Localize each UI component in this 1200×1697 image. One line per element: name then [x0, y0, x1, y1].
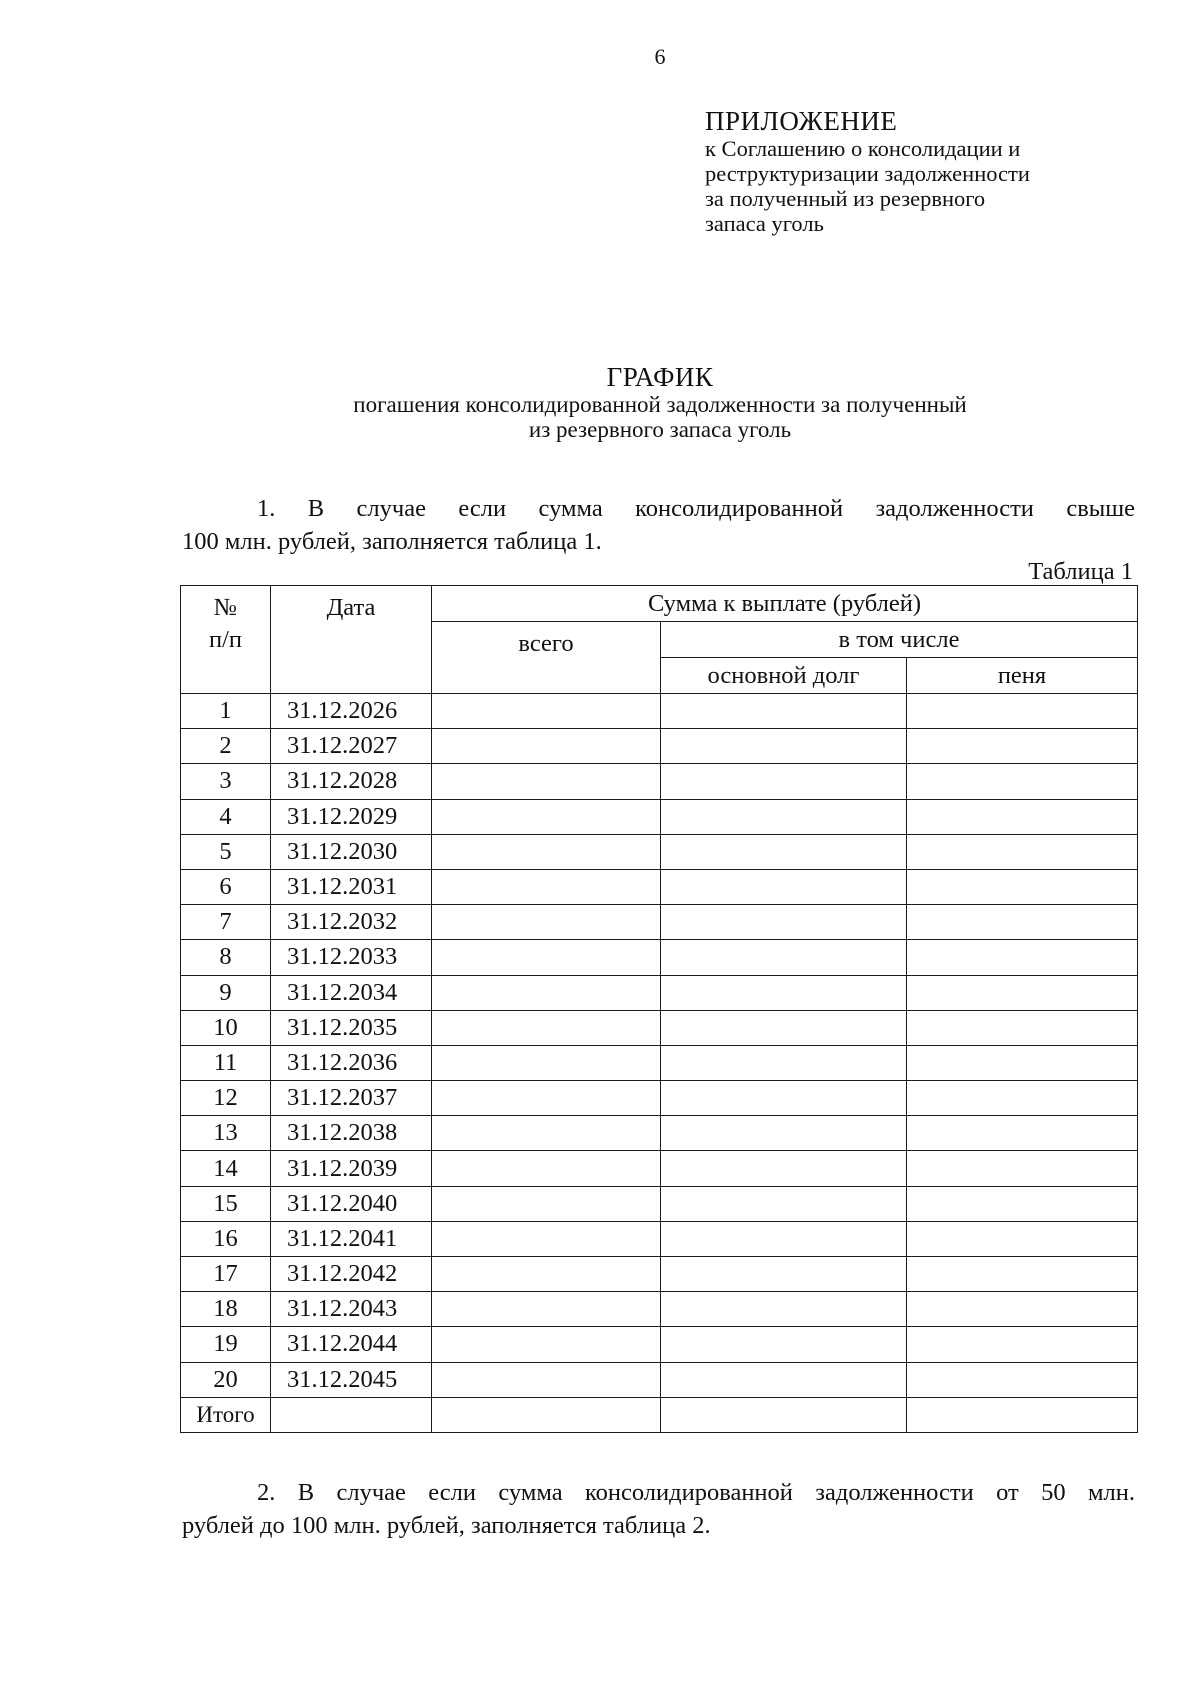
table-cell-penalty: [907, 799, 1138, 834]
table-cell-penalty: [907, 834, 1138, 869]
table-row: [181, 729, 1138, 764]
paragraph-1: [182, 492, 1135, 558]
table-cell-date: 31.12.2045: [271, 1362, 432, 1397]
table-cell-total: [432, 975, 661, 1010]
table-cell-total: [432, 799, 661, 834]
table-row: [181, 905, 1138, 940]
table-cell-number: 10: [181, 1010, 271, 1045]
table-total-row: [181, 1397, 1138, 1432]
table-cell-date: 31.12.2036: [271, 1045, 432, 1080]
table-cell-principal: [661, 975, 907, 1010]
table-cell-penalty: [907, 975, 1138, 1010]
table-cell-principal: [661, 1362, 907, 1397]
table-cell-principal: [661, 764, 907, 799]
table-cell-penalty: [907, 869, 1138, 904]
table-cell-number: 3: [181, 764, 271, 799]
header-principal: основной долг: [661, 658, 907, 694]
table-cell-date: 31.12.2035: [271, 1010, 432, 1045]
table-cell-penalty: [907, 694, 1138, 729]
table-cell-total: [432, 764, 661, 799]
table-cell-penalty: [907, 1045, 1138, 1080]
table-cell-total: [432, 940, 661, 975]
table-row: [181, 1327, 1138, 1362]
table-cell-total: [432, 1327, 661, 1362]
table-cell-date: 31.12.2030: [271, 834, 432, 869]
table-row: [181, 1116, 1138, 1151]
table-cell-number: 2: [181, 729, 271, 764]
table-row: [181, 869, 1138, 904]
table-cell-principal: [661, 729, 907, 764]
table-cell-principal: [661, 1221, 907, 1256]
table-cell-total: [432, 1010, 661, 1045]
table-cell-principal: [661, 869, 907, 904]
table-row: [181, 1151, 1138, 1186]
appendix-line: к Соглашению о консолидации и: [705, 136, 1021, 161]
table-cell-number: 11: [181, 1045, 271, 1080]
table-cell-total: [432, 1116, 661, 1151]
table-cell-penalty: [907, 1292, 1138, 1327]
table-row: [181, 694, 1138, 729]
paragraph-1-line-1: 1. В случае если сумма консолидированной задолженности свыше: [257, 495, 1135, 522]
table-row: [181, 1362, 1138, 1397]
table-cell-number: 12: [181, 1081, 271, 1116]
table-cell-number: 7: [181, 905, 271, 940]
header-number-label: п/п: [208, 626, 243, 653]
table-cell-principal: [661, 1116, 907, 1151]
table-cell-principal: [661, 1257, 907, 1292]
table-cell-penalty: [907, 729, 1138, 764]
table-row: [181, 1045, 1138, 1080]
table-cell-total: [432, 1362, 661, 1397]
table-cell-date: 31.12.2028: [271, 764, 432, 799]
table-row: [181, 1081, 1138, 1116]
table-cell-number: 16: [181, 1221, 271, 1256]
schedule-subtitle-line: из резервного запаса уголь: [528, 417, 792, 442]
table-cell-penalty: [907, 1221, 1138, 1256]
table-cell-number: 20: [181, 1362, 271, 1397]
appendix-block: [705, 106, 1165, 236]
paragraph-2-line-2: рублей до 100 млн. рублей, заполняется таблица 2.: [182, 1512, 711, 1539]
table-cell-penalty: [907, 1257, 1138, 1292]
header-amount: Сумма к выплате (рублей): [432, 586, 1138, 622]
table-cell-date: 31.12.2027: [271, 729, 432, 764]
table-cell-penalty: [907, 764, 1138, 799]
header-number-symbol: №: [213, 594, 238, 621]
table-cell-penalty: [907, 1010, 1138, 1045]
table-cell-number: 17: [181, 1257, 271, 1292]
header-date: Дата: [271, 586, 432, 694]
table-cell-total: [432, 1081, 661, 1116]
table-cell-penalty: [907, 1116, 1138, 1151]
paragraph-1-line-2: 100 млн. рублей, заполняется таблица 1.: [182, 528, 602, 555]
table-cell-date: 31.12.2044: [271, 1327, 432, 1362]
table-cell-penalty: [907, 905, 1138, 940]
table-cell-date: 31.12.2039: [271, 1151, 432, 1186]
table-cell-principal: [661, 694, 907, 729]
table-cell-date: 31.12.2029: [271, 799, 432, 834]
header-number: [181, 586, 271, 694]
header-total: всего: [432, 622, 661, 694]
table-cell-total: [432, 1221, 661, 1256]
total-label: Итого: [181, 1397, 271, 1432]
table-cell-principal: [661, 1045, 907, 1080]
table-cell-total: [432, 1292, 661, 1327]
table-cell-date: [271, 1397, 432, 1432]
table-cell-penalty: [907, 1186, 1138, 1221]
table-cell-date: 31.12.2026: [271, 694, 432, 729]
table-cell-total: [432, 729, 661, 764]
table-body: [181, 694, 1138, 1398]
appendix-title: ПРИЛОЖЕНИЕ: [705, 106, 898, 136]
table-cell-number: 9: [181, 975, 271, 1010]
payment-schedule-table: [180, 585, 1138, 1433]
table-cell-penalty: [907, 1397, 1138, 1432]
table-cell-date: 31.12.2037: [271, 1081, 432, 1116]
table-cell-penalty: [907, 1081, 1138, 1116]
page-number: 6: [654, 44, 666, 69]
header-including: в том числе: [661, 622, 1138, 658]
table-cell-total: [432, 1151, 661, 1186]
header-penalty: пеня: [907, 658, 1138, 694]
table-row: [181, 799, 1138, 834]
table-cell-total: [432, 869, 661, 904]
table-row: [181, 1257, 1138, 1292]
table-row: [181, 764, 1138, 799]
table-cell-number: 14: [181, 1151, 271, 1186]
table-cell-penalty: [907, 1327, 1138, 1362]
paragraph-2-line-1: 2. В случае если сумма консолидированной задолженности от 50 млн.: [257, 1479, 1135, 1506]
table-cell-date: 31.12.2042: [271, 1257, 432, 1292]
table-cell-principal: [661, 1151, 907, 1186]
table-row: [181, 1292, 1138, 1327]
table-cell-number: 19: [181, 1327, 271, 1362]
table-caption: Таблица 1: [1028, 558, 1133, 585]
table-cell-number: 5: [181, 834, 271, 869]
schedule-subtitle-line: погашения консолидированной задолженности за полученный: [353, 392, 967, 417]
table-cell-penalty: [907, 1362, 1138, 1397]
table-cell-date: 31.12.2034: [271, 975, 432, 1010]
table-cell-total: [432, 1397, 661, 1432]
table-row: [181, 1010, 1138, 1045]
table-cell-principal: [661, 1397, 907, 1432]
table-cell-principal: [661, 799, 907, 834]
table-cell-date: 31.12.2040: [271, 1186, 432, 1221]
table-cell-principal: [661, 1292, 907, 1327]
table-cell-date: 31.12.2033: [271, 940, 432, 975]
appendix-line: за полученный из резервного: [705, 186, 986, 211]
table-cell-total: [432, 694, 661, 729]
table-header-row: [181, 586, 1138, 622]
table-cell-number: 6: [181, 869, 271, 904]
table-cell-number: 18: [181, 1292, 271, 1327]
table-cell-principal: [661, 1081, 907, 1116]
table-cell-principal: [661, 905, 907, 940]
table-cell-date: 31.12.2043: [271, 1292, 432, 1327]
table-cell-principal: [661, 1010, 907, 1045]
table-cell-total: [432, 1186, 661, 1221]
table-cell-date: 31.12.2038: [271, 1116, 432, 1151]
appendix-line: реструктуризации задолженности: [705, 161, 1030, 186]
table-cell-number: 4: [181, 799, 271, 834]
table-cell-principal: [661, 940, 907, 975]
table-cell-date: 31.12.2031: [271, 869, 432, 904]
table-cell-total: [432, 1257, 661, 1292]
table-cell-principal: [661, 1186, 907, 1221]
schedule-title: ГРАФИК: [606, 362, 714, 392]
schedule-heading: [150, 362, 1170, 442]
table-row: [181, 1186, 1138, 1221]
table-cell-number: 1: [181, 694, 271, 729]
table-cell-total: [432, 905, 661, 940]
table-row: [181, 940, 1138, 975]
table-cell-total: [432, 1045, 661, 1080]
table-row: [181, 834, 1138, 869]
table-cell-total: [432, 834, 661, 869]
table-cell-penalty: [907, 940, 1138, 975]
appendix-line: запаса уголь: [705, 211, 824, 236]
table-cell-number: 13: [181, 1116, 271, 1151]
table-cell-penalty: [907, 1151, 1138, 1186]
table-cell-date: 31.12.2032: [271, 905, 432, 940]
paragraph-2: [182, 1476, 1135, 1542]
table-row: [181, 975, 1138, 1010]
table-cell-number: 8: [181, 940, 271, 975]
table-cell-number: 15: [181, 1186, 271, 1221]
table-cell-principal: [661, 834, 907, 869]
table-cell-principal: [661, 1327, 907, 1362]
table-cell-date: 31.12.2041: [271, 1221, 432, 1256]
table-row: [181, 1221, 1138, 1256]
